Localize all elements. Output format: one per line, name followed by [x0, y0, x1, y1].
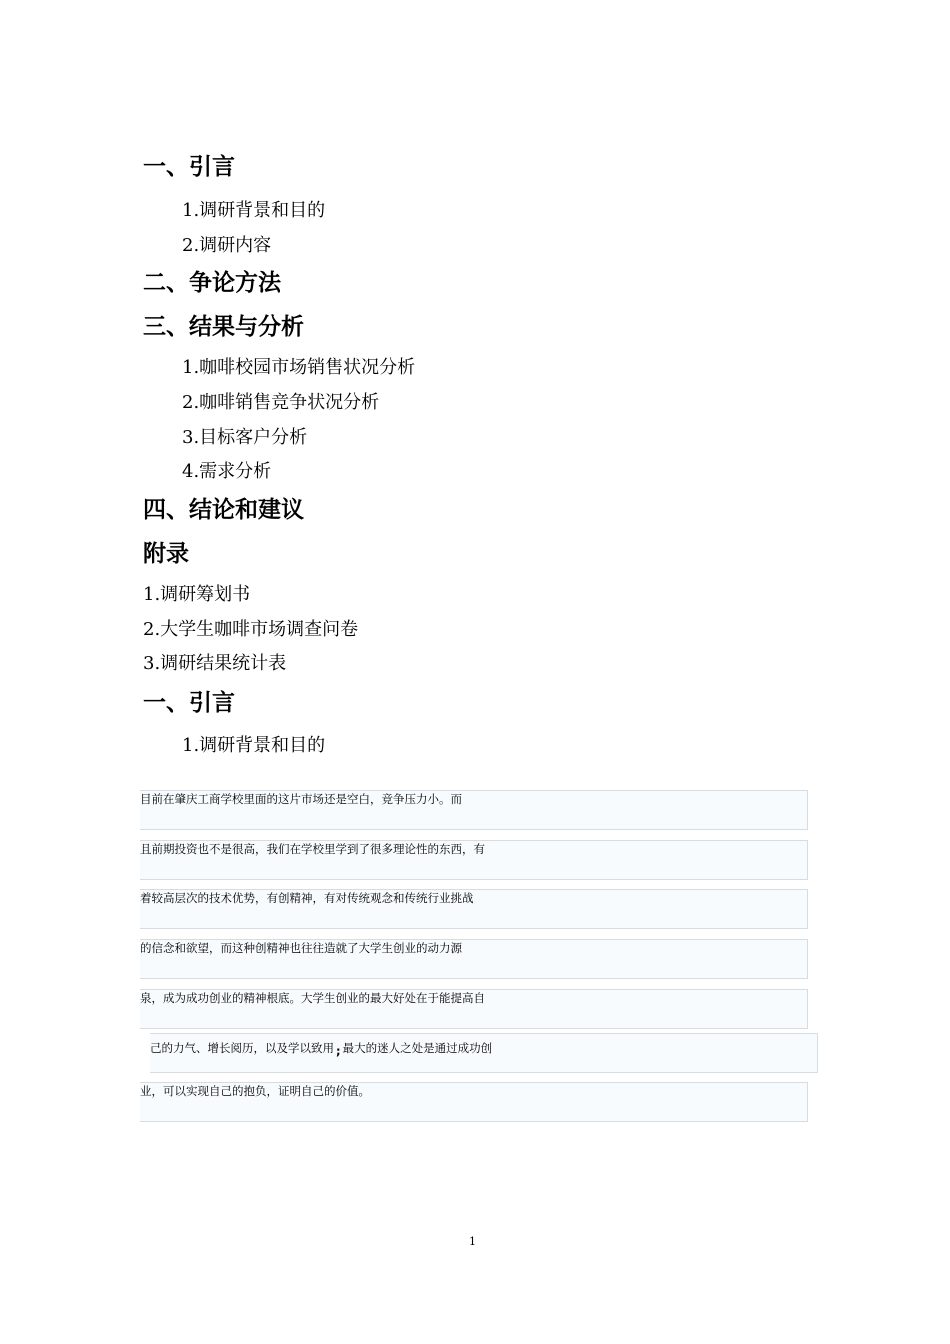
text-line-box: [150, 1033, 818, 1073]
toc-heading-appendix: 附录: [143, 541, 189, 567]
text-line-box: [140, 1082, 808, 1122]
semicolon: ;: [336, 1044, 341, 1058]
paragraph-line-part: 最大的迷人之处是通过成功创: [342, 1041, 493, 1055]
toc-item-market: 1.咖啡校园市场销售状况分析: [182, 357, 416, 378]
paragraph-line-part: 己的力气、增长阅历，以及学以致用: [150, 1041, 334, 1055]
paragraph-line: 的信念和欲望，而这种创精神也往往造就了大学生创业的动力源: [140, 941, 462, 955]
toc-heading-intro: 一、引言: [143, 154, 235, 180]
paragraph-line: [150, 1040, 492, 1059]
appendix-item-survey: 2.大学生咖啡市场调查问卷: [143, 619, 359, 640]
toc-item-content: 2.调研内容: [182, 235, 272, 256]
toc-heading-method: 二、争论方法: [143, 270, 281, 296]
text-line-box: [140, 939, 808, 979]
text-line-box: [140, 989, 808, 1029]
text-line-box: [140, 889, 808, 929]
section-subheading-background: 1.调研背景和目的: [182, 735, 326, 756]
paragraph-line: 泉，成为成功创业的精神根底。大学生创业的最大好处在于能提高自: [140, 991, 485, 1005]
text-line-box: [140, 840, 808, 880]
appendix-item-plan: 1.调研筹划书: [143, 584, 251, 605]
toc-item-background: 1.调研背景和目的: [182, 200, 326, 221]
toc-heading-conclusion: 四、结论和建议: [143, 497, 304, 523]
paragraph-line: 且前期投资也不是很高，我们在学校里学到了很多理论性的东西，有: [140, 842, 485, 856]
toc-heading-results: 三、结果与分析: [143, 314, 304, 340]
paragraph-line: 目前在肇庆工商学校里面的这片市场还是空白，竞争压力小。而: [140, 792, 462, 806]
text-line-box: [140, 790, 808, 830]
toc-item-competition: 2.咖啡销售竞争状况分析: [182, 392, 380, 413]
page-number: 1: [469, 1235, 476, 1248]
appendix-item-stats: 3.调研结果统计表: [143, 653, 287, 674]
toc-item-customer: 3.目标客户分析: [182, 427, 308, 448]
section-heading-intro: 一、引言: [143, 690, 235, 716]
paragraph-line: 着较高层次的技术优势，有创精神，有对传统观念和传统行业挑战: [140, 891, 474, 905]
paragraph-line: 业，可以实现自己的抱负，证明自己的价值。: [140, 1084, 370, 1098]
toc-item-demand: 4.需求分析: [182, 461, 272, 482]
